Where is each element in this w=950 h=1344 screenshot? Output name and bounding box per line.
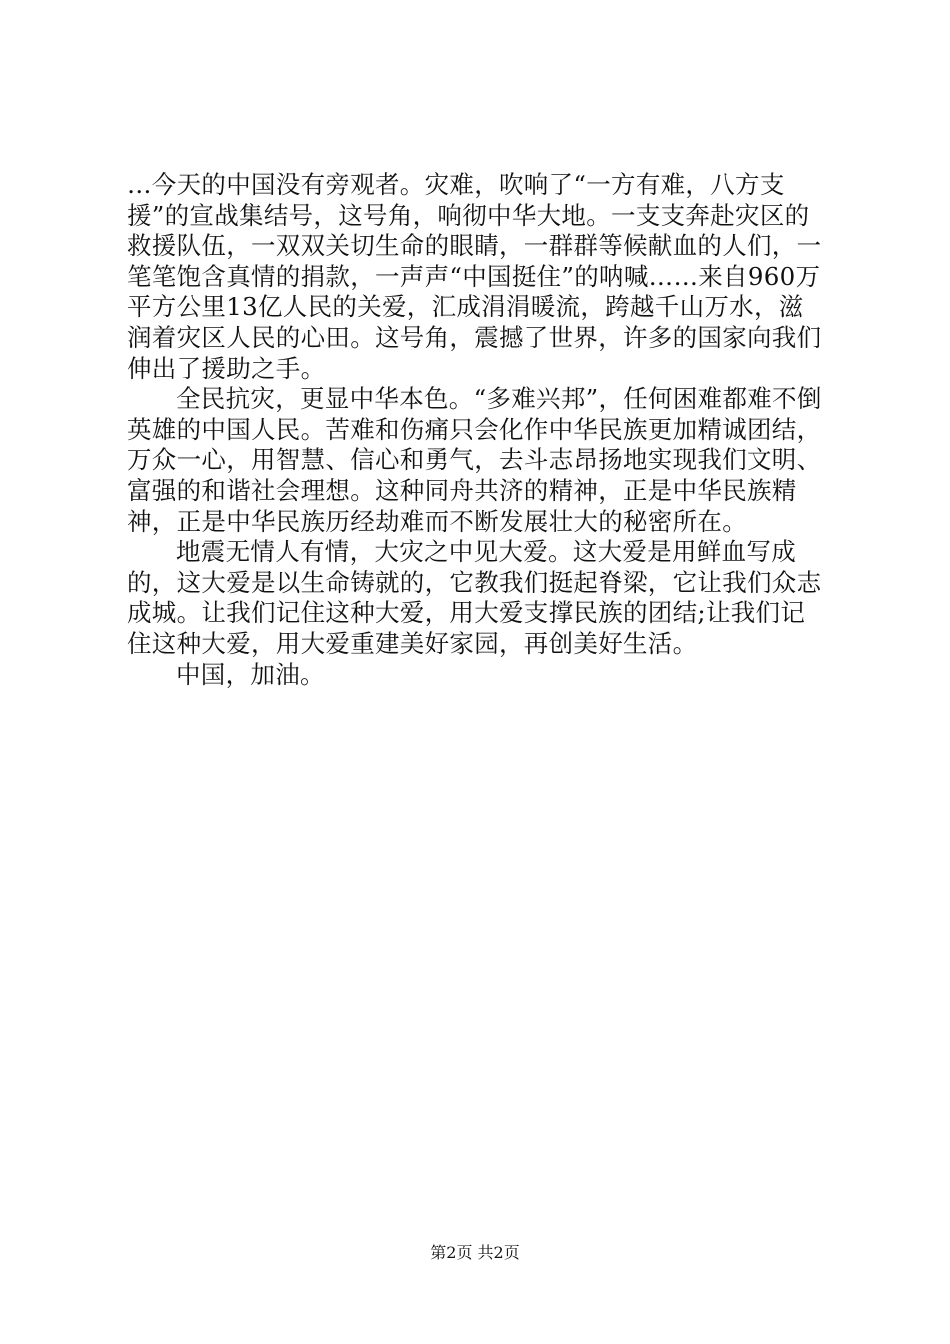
paragraph-4: 中国，加油。 <box>176 659 325 689</box>
document-body <box>127 170 827 690</box>
paragraph-1: …今天的中国没有旁观者。灾难，吹响了“一方有难，八方支援”的宣战集结号，这号角，响彻中华大地。一支支奔赴灾区的救援队伍，一双双关切生命的眼睛，一群群等候献血的人们，一笔笔饱含真情的捐款，一声声“中国挺住”的呐喊……来自960万平方公里13亿人民的关爱，汇成涓涓暖流，跨越千山万水，滋润着灾区人民的心田。这号角，震撼了世界，许多的国家向我们伸出了援助之手。 <box>127 170 822 383</box>
paragraph-3: 地震无情人有情，大灾之中见大爱。这大爱是用鲜血写成的，这大爱是以生命铸就的，它教我们挺起脊梁，它让我们众志成城。让我们记住这种大爱，用大爱支撑民族的团结;让我们记住这种大爱，用大爱重建美好家园，再创美好生活。 <box>127 537 822 658</box>
page-footer <box>0 1243 950 1263</box>
page-number-label: 第2页 共2页 <box>430 1243 520 1262</box>
paragraph-2: 全民抗灾，更显中华本色。“多难兴邦”，任何困难都难不倒英雄的中国人民。苦难和伤痛只会化作中华民族更加精诚团结，万众一心，用智慧、信心和勇气，去斗志昂扬地实现我们文明、富强的和谐社会理想。这种同舟共济的精神，正是中华民族精神，正是中华民族历经劫难而不断发展壮大的秘密所在。 <box>127 384 822 536</box>
